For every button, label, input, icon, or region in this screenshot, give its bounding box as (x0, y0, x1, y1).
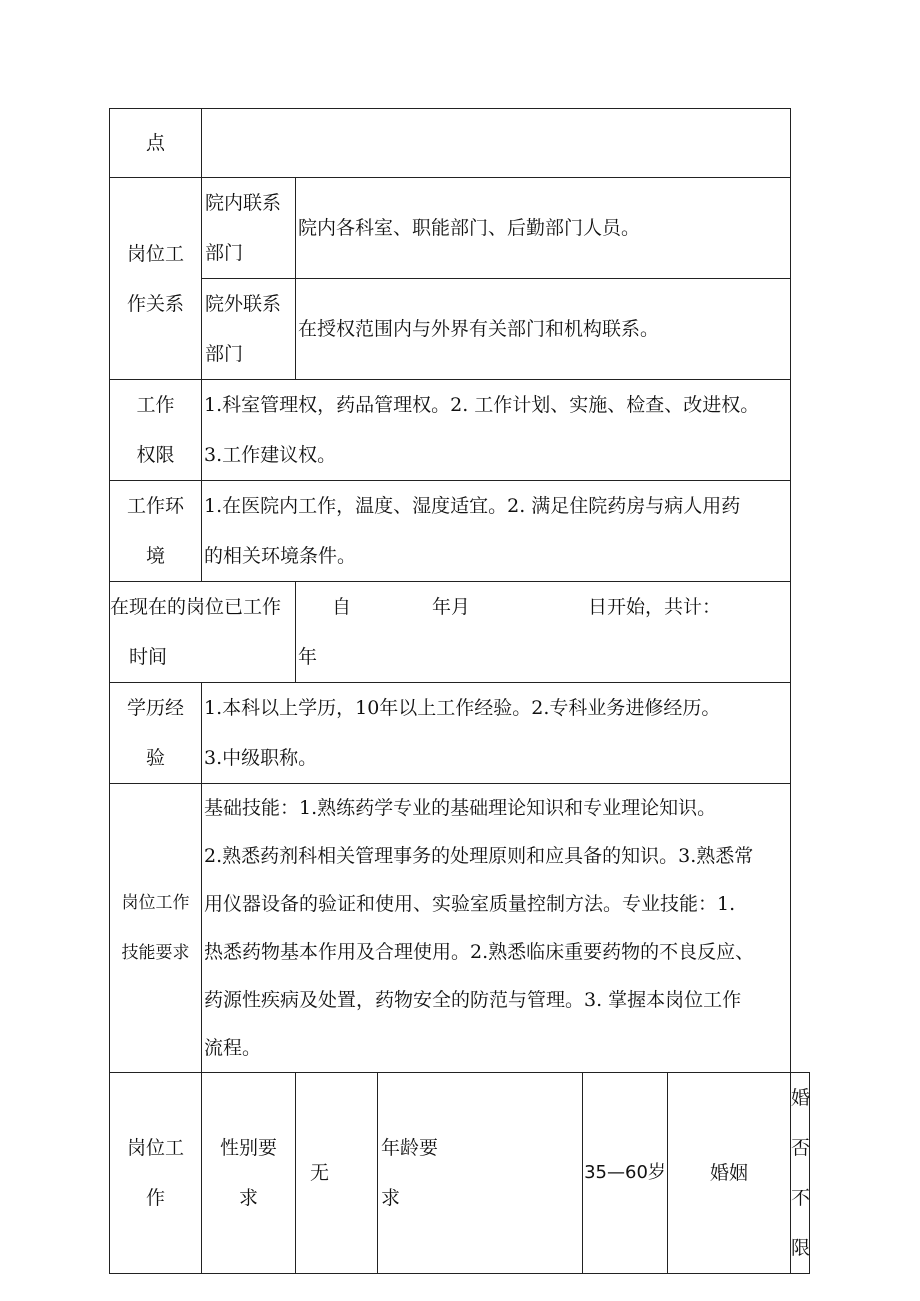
row-dian (110, 109, 810, 178)
label-age: 年龄要 求 (378, 1073, 583, 1274)
row-environment (110, 481, 810, 582)
value-external-dept: 在授权范围内与外界有关部门和机构联系。 (296, 279, 791, 380)
value-authority: 1.科室管理权，药品管理权。2. 工作计划、实施、检查、改进权。 3.工作建议权。 (202, 380, 791, 481)
tenure-year: 年 (298, 646, 318, 668)
label-gender: 性别要 求 (202, 1073, 296, 1274)
job-description-table (109, 108, 810, 1274)
row-requirements (110, 1073, 810, 1274)
label-marriage: 婚姻 (668, 1073, 791, 1274)
label-authority: 工作 权限 (110, 380, 202, 481)
label-internal-dept: 院内联系 部门 (202, 178, 296, 279)
label-relations: 岗位工 作关系 (110, 178, 202, 380)
row-education (110, 683, 810, 784)
label-tenure: 在现在的岗位已工作 时间 (110, 582, 296, 683)
value-dian (202, 109, 791, 178)
value-internal-dept: 院内各科室、职能部门、后勤部门人员。 (296, 178, 791, 279)
label-environment: 工作环 境 (110, 481, 202, 582)
row-relations-internal (110, 178, 810, 279)
row-relations-external (110, 279, 810, 380)
label-requirements: 岗位工 作 (110, 1073, 202, 1274)
value-skills: 基础技能：1.熟练药学专业的基础理论知识和专业理论知识。 2.熟悉药剂科相关管理事务的处理原则和应具备的知识。3.熟悉常 用仪器设备的验证和使用、实验室质量控制方法。专业技能：1. 热悉药物基本作用及合理使用。2.熟悉临床重要药物的不良反应、 药源性疾病及处置，药物安全的防范与管理。3. 掌握本岗位工作 流程。 (202, 784, 791, 1073)
value-marriage: 婚否不限 (791, 1073, 810, 1274)
label-education: 学历经 验 (110, 683, 202, 784)
tenure-day-start: 日开始，共计： (588, 596, 722, 618)
row-skills (110, 784, 810, 1073)
label-dian: 点 (110, 109, 202, 178)
tenure-year-month: 年月 (432, 596, 471, 618)
row-tenure (110, 582, 810, 683)
label-skills: 岗位工作 技能要求 (110, 784, 202, 1073)
value-gender: 无 (296, 1073, 378, 1274)
value-age: 35—60岁 (583, 1073, 668, 1274)
value-education: 1.本科以上学历，10年以上工作经验。2.专科业务进修经历。 3.中级职称。 (202, 683, 791, 784)
label-external-dept: 院外联系 部门 (202, 279, 296, 380)
value-environment: 1.在医院内工作，温度、湿度适宜。2. 满足住院药房与病人用药 的相关环境条件。 (202, 481, 791, 582)
row-authority (110, 380, 810, 481)
value-tenure (296, 582, 791, 683)
tenure-from: 自 (332, 596, 352, 618)
